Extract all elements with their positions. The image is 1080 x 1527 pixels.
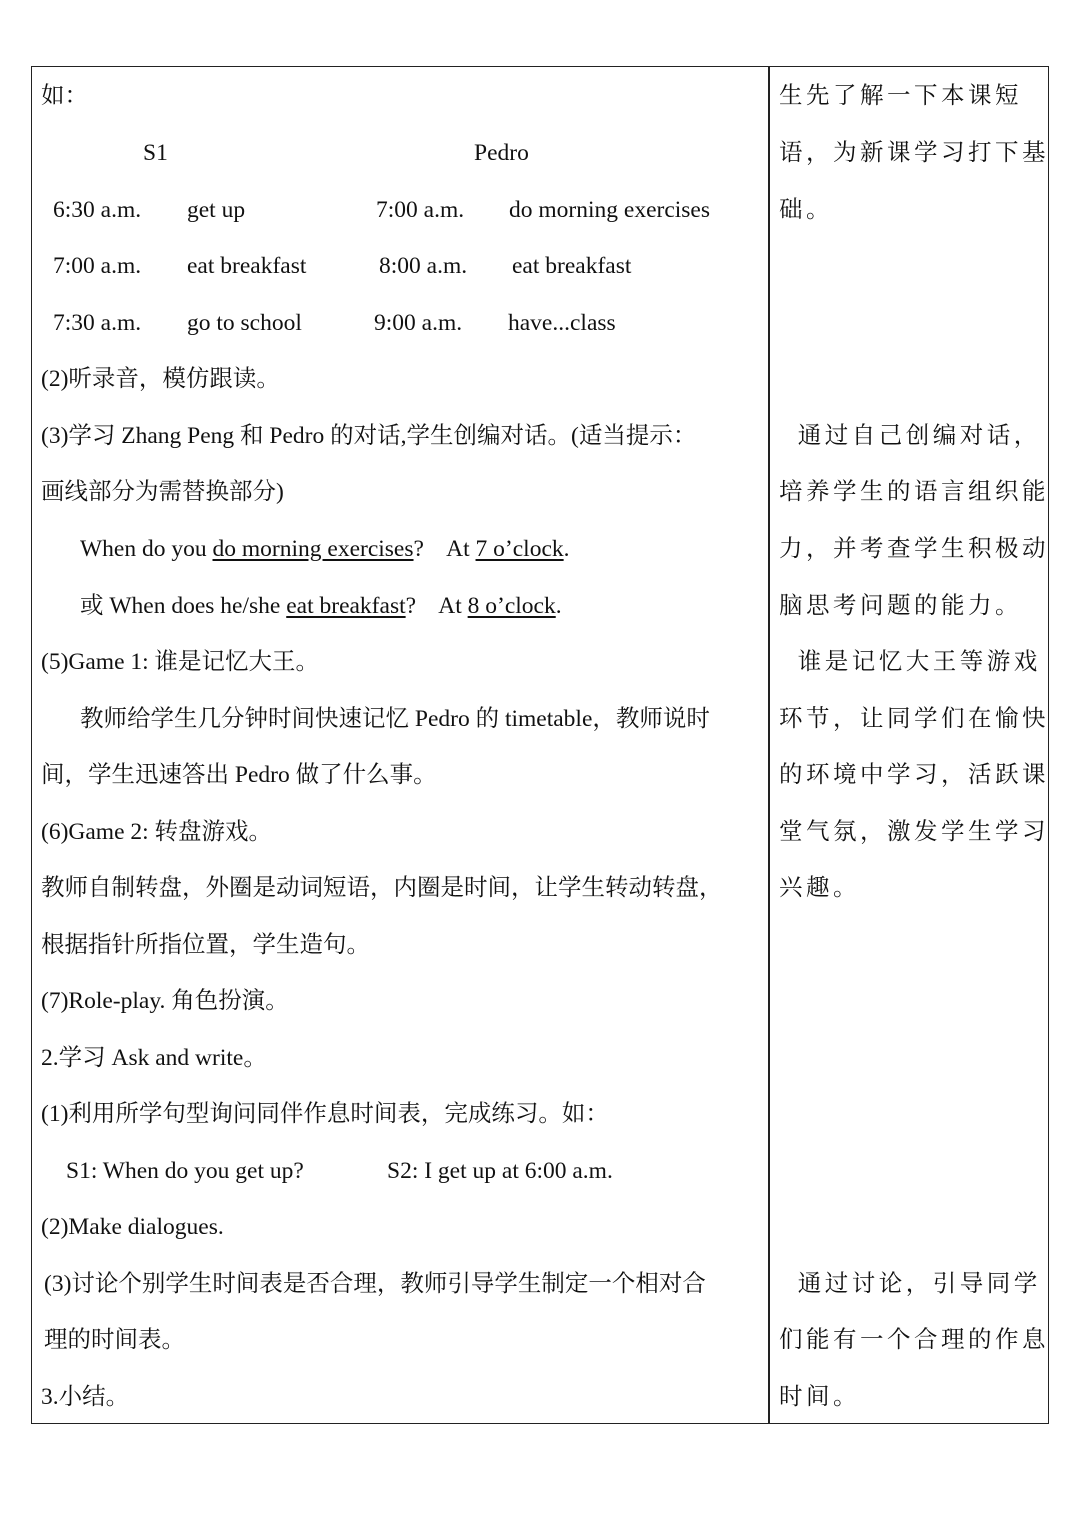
game-2-title: (6)Game 2: 转盘游戏。 bbox=[41, 819, 273, 845]
underlined-phrase: do morning exercises bbox=[212, 536, 414, 562]
game-2-text: 教师自制转盘，外圈是动词短语，内圈是时间，让学生转动转盘， bbox=[41, 875, 723, 901]
step-3-text: (3)学习 Zhang Peng 和 Pedro 的对话,学生创编对话。(适当提示： bbox=[41, 423, 697, 449]
part-3-title: 3.小结。 bbox=[41, 1384, 130, 1410]
schedule-header-s1: S1 bbox=[143, 140, 168, 166]
game-1-text-cont: 间，学生迅速答出 Pedro 做了什么事。 bbox=[41, 762, 437, 788]
note-line: 堂气氛，激发学生学习 bbox=[779, 819, 1049, 845]
part-2-step-3: (3)讨论个别学生时间表是否合理，教师引导学生制定一个相对合 bbox=[44, 1271, 706, 1297]
note-line: 的环境中学习，活跃课 bbox=[779, 762, 1049, 788]
schedule-activity: have...class bbox=[508, 310, 616, 336]
game-2-text-cont: 根据指针所指位置，学生造句。 bbox=[41, 932, 370, 958]
note-line: 们能有一个合理的作息 bbox=[779, 1327, 1049, 1353]
schedule-time: 6:30 a.m. bbox=[53, 197, 142, 223]
note-line: 通过自己创编对话， bbox=[779, 423, 1041, 449]
dialog-example-1: When do you do morning exercises? At 7 o’clock. bbox=[80, 536, 570, 562]
part-2-title: 2.学习 Ask and write。 bbox=[41, 1045, 267, 1071]
part-2-step-1: (1)利用所学句型询问同伴作息时间表，完成练习。如： bbox=[41, 1101, 609, 1127]
lesson-plan-table bbox=[31, 66, 1049, 1424]
step-3-text-cont: 画线部分为需替换部分) bbox=[41, 479, 284, 505]
note-line: 通过讨论，引导同学 bbox=[779, 1271, 1041, 1297]
game-1-text: 教师给学生几分钟时间快速记忆 Pedro 的 timetable，教师说时 bbox=[80, 706, 710, 732]
note-line: 脑思考问题的能力。 bbox=[779, 593, 1022, 619]
sample-question: S1: When do you get up? bbox=[66, 1158, 304, 1184]
role-play-text: (7)Role-play. 角色扮演。 bbox=[41, 988, 289, 1014]
part-2-step-2: (2)Make dialogues. bbox=[41, 1214, 224, 1240]
part-2-step-3-cont: 理的时间表。 bbox=[44, 1327, 185, 1353]
note-line: 培养学生的语言组织能 bbox=[779, 479, 1049, 505]
column-divider bbox=[768, 67, 770, 1423]
note-line: 环节，让同学们在愉快 bbox=[779, 706, 1049, 732]
schedule-activity: eat breakfast bbox=[187, 253, 307, 279]
schedule-time: 7:00 a.m. bbox=[376, 197, 465, 223]
underlined-time: 8 o’clock bbox=[467, 593, 556, 619]
underlined-time: 7 o’clock bbox=[475, 536, 564, 562]
schedule-time: 8:00 a.m. bbox=[379, 253, 468, 279]
schedule-time: 7:30 a.m. bbox=[53, 310, 142, 336]
schedule-time: 7:00 a.m. bbox=[53, 253, 142, 279]
note-line: 时间。 bbox=[779, 1384, 860, 1410]
dialog-example-2: 或 When does he/she eat breakfast? At 8 o’clock. bbox=[80, 593, 562, 619]
schedule-activity: get up bbox=[187, 197, 246, 223]
note-line: 语，为新课学习打下基 bbox=[779, 140, 1049, 166]
note-line: 生先了解一下本课短 bbox=[779, 83, 1022, 109]
schedule-activity: eat breakfast bbox=[512, 253, 632, 279]
schedule-activity: do morning exercises bbox=[509, 197, 711, 223]
sample-answer: S2: I get up at 6:00 a.m. bbox=[387, 1158, 613, 1184]
step-2-text: (2)听录音，模仿跟读。 bbox=[41, 366, 280, 392]
intro-text: 如： bbox=[41, 83, 88, 109]
note-line: 谁是记忆大王等游戏 bbox=[779, 649, 1041, 675]
game-1-title: (5)Game 1: 谁是记忆大王。 bbox=[41, 649, 320, 675]
schedule-activity: go to school bbox=[187, 310, 302, 336]
schedule-header-pedro: Pedro bbox=[474, 140, 529, 166]
note-line: 兴趣。 bbox=[779, 875, 860, 901]
note-line: 础。 bbox=[779, 197, 833, 223]
note-line: 力，并考查学生积极动 bbox=[779, 536, 1049, 562]
schedule-time: 9:00 a.m. bbox=[374, 310, 463, 336]
underlined-phrase: eat breakfast bbox=[286, 593, 406, 619]
